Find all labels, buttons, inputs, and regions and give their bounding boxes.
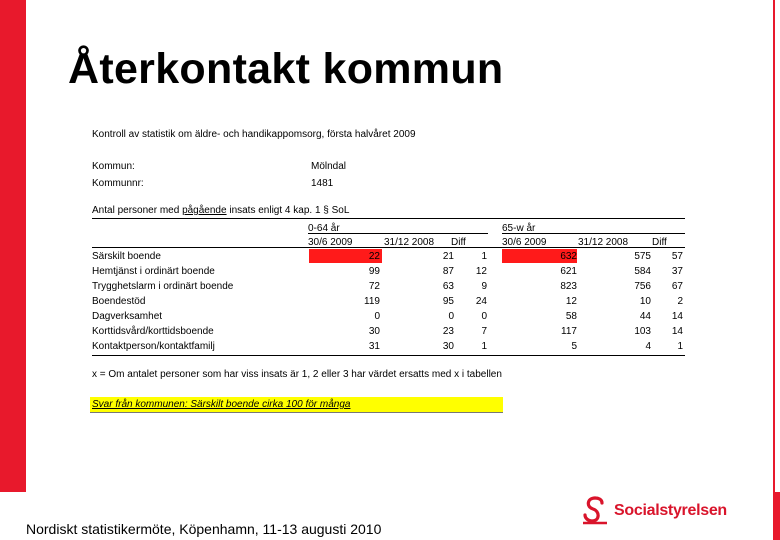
section-heading bbox=[92, 205, 349, 217]
cell-c1: 0 bbox=[374, 311, 380, 322]
cell-c2: 23 bbox=[442, 326, 454, 337]
cell-c1: 31 bbox=[368, 341, 380, 352]
cell-c4: 117 bbox=[561, 326, 577, 337]
left-accent-bar bbox=[0, 0, 26, 492]
row-label: Trygghetslarm i ordinärt boende bbox=[92, 281, 234, 292]
col-header-d2: 31/12 2008 bbox=[384, 237, 435, 248]
cell-c1: 22 bbox=[368, 251, 380, 262]
col-header-d1: 30/6 2009 bbox=[308, 237, 353, 248]
cell-c1: 99 bbox=[368, 266, 380, 277]
cell-c1: 72 bbox=[368, 281, 380, 292]
socialstyrelsen-logo bbox=[580, 494, 732, 526]
table-top-rule bbox=[92, 218, 685, 219]
group2-header: 65-w år bbox=[502, 223, 536, 234]
cell-c1: 119 bbox=[364, 296, 380, 307]
row-label: Särskilt boende bbox=[92, 251, 161, 262]
socialstyrelsen-logo-icon bbox=[580, 494, 610, 526]
group1-header: 0-64 år bbox=[308, 223, 340, 234]
cell-c6: 2 bbox=[677, 296, 683, 307]
cell-c6: 1 bbox=[677, 341, 683, 352]
cell-c3: 12 bbox=[475, 266, 487, 277]
row-label: Kontaktperson/kontaktfamilj bbox=[92, 341, 215, 352]
kommunnr-value: 1481 bbox=[311, 178, 334, 189]
cell-c4: 632 bbox=[560, 251, 577, 262]
row-label: Dagverksamhet bbox=[92, 311, 163, 322]
cell-c5: 756 bbox=[634, 281, 651, 292]
right-accent-line bbox=[773, 0, 775, 540]
cell-c5: 4 bbox=[645, 341, 651, 352]
cell-c3: 1 bbox=[481, 251, 487, 262]
table-bottom-rule bbox=[92, 355, 685, 356]
cell-c2: 63 bbox=[442, 281, 454, 292]
right-accent-cap bbox=[773, 492, 780, 540]
cell-c3: 24 bbox=[475, 296, 487, 307]
cell-c4: 58 bbox=[565, 311, 577, 322]
col-header-diff1: Diff bbox=[451, 237, 466, 248]
municipality-answer bbox=[90, 397, 503, 413]
cell-c4: 5 bbox=[571, 341, 577, 352]
row-label: Korttidsvård/korttidsboende bbox=[92, 326, 214, 337]
section-heading-post: insats enligt 4 kap. 1 § SoL bbox=[226, 205, 350, 216]
cell-c5: 584 bbox=[634, 266, 651, 277]
cell-c2: 95 bbox=[442, 296, 454, 307]
cell-c3: 0 bbox=[481, 311, 487, 322]
cell-c5: 10 bbox=[639, 296, 651, 307]
report-subtitle: Kontroll av statistik om äldre- och handikappomsorg, första halvåret 2009 bbox=[92, 129, 416, 140]
cell-c2: 0 bbox=[448, 311, 454, 322]
footnote: x = Om antalet personer som har viss insats är 1, 2 eller 3 har värdet ersatts med x i tabellen bbox=[92, 369, 502, 380]
cell-c4: 12 bbox=[565, 296, 577, 307]
kommunnr-label: Kommunnr: bbox=[92, 178, 144, 189]
col-header-diff2: Diff bbox=[652, 237, 667, 248]
cell-c3: 9 bbox=[481, 281, 487, 292]
cell-c6: 37 bbox=[671, 266, 683, 277]
cell-c3: 1 bbox=[481, 341, 487, 352]
cell-c5: 44 bbox=[639, 311, 651, 322]
cell-c4: 823 bbox=[560, 281, 577, 292]
municipality-answer-text: Svar från kommunen: Särskilt boende cirka 100 för många bbox=[92, 399, 351, 410]
cell-c3: 7 bbox=[481, 326, 487, 337]
cell-c6: 14 bbox=[671, 326, 683, 337]
cell-c6: 57 bbox=[671, 251, 683, 262]
cell-c4: 621 bbox=[560, 266, 577, 277]
kommun-value: Mölndal bbox=[311, 161, 347, 172]
col-header-d3: 30/6 2009 bbox=[502, 237, 547, 248]
logo-wordmark: Socialstyrelsen bbox=[614, 502, 727, 519]
cell-c1: 30 bbox=[368, 326, 380, 337]
footer-text: Nordiskt statistikermöte, Köpenhamn, 11-13 augusti 2010 bbox=[26, 521, 382, 537]
cell-c5: 575 bbox=[634, 251, 651, 262]
section-heading-pre: Antal personer med bbox=[92, 205, 183, 216]
row-label: Hemtjänst i ordinärt boende bbox=[92, 266, 215, 277]
cell-c2: 30 bbox=[442, 341, 454, 352]
slide-title: Återkontakt kommun bbox=[68, 45, 504, 93]
section-heading-underlined: pågående bbox=[182, 205, 227, 216]
row-label: Boendestöd bbox=[92, 296, 146, 307]
cell-c2: 87 bbox=[442, 266, 454, 277]
kommun-label: Kommun: bbox=[92, 161, 135, 172]
cell-c2: 21 bbox=[442, 251, 454, 262]
cell-c6: 67 bbox=[671, 281, 683, 292]
cell-c6: 14 bbox=[671, 311, 683, 322]
cell-c5: 103 bbox=[634, 326, 651, 337]
col-header-d4: 31/12 2008 bbox=[578, 237, 629, 248]
